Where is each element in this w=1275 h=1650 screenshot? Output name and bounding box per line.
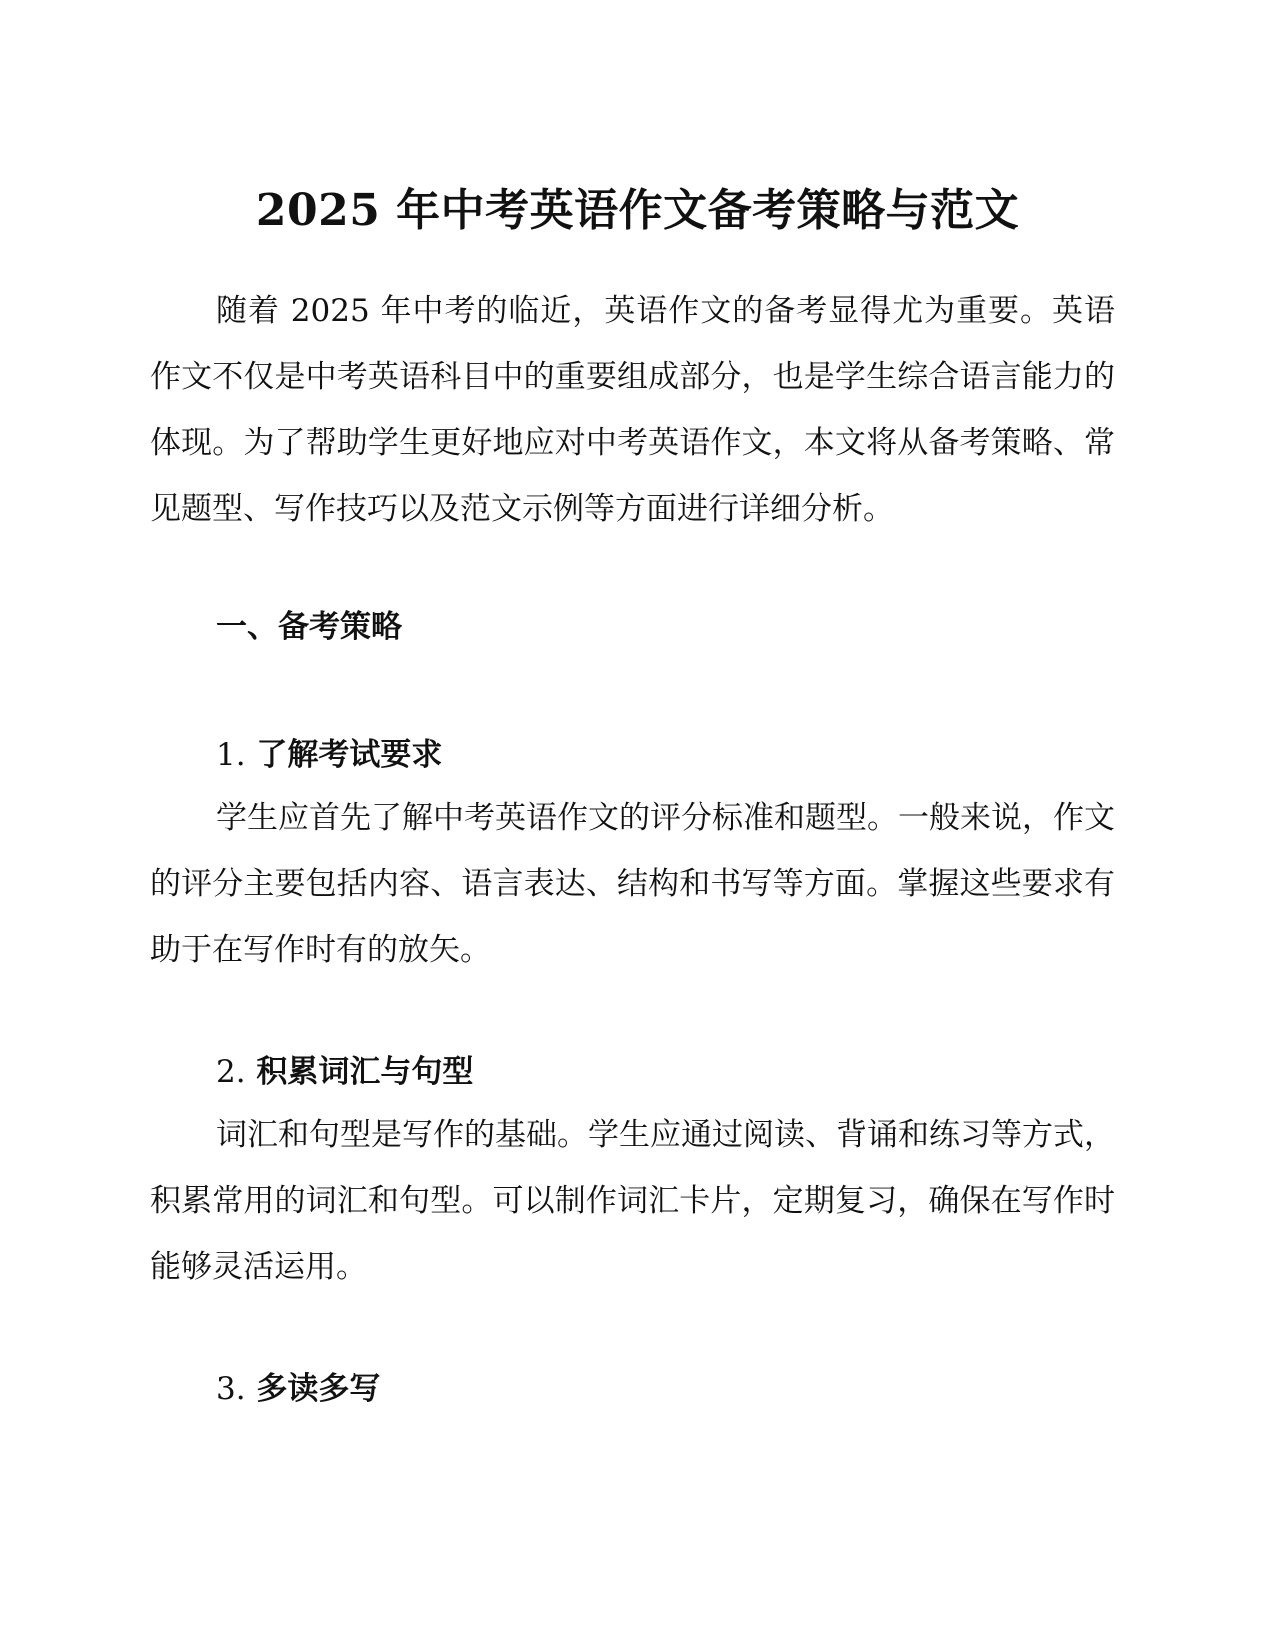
subsection-number: 1. (216, 737, 246, 773)
subsection-title: 了解考试要求 (256, 737, 443, 773)
subsection-heading-1 (216, 730, 442, 780)
intro-paragraph: 随着 2025 年中考的临近，英语作文的备考显得尤为重要。英语作文不仅是中考英语科目中的重要组成部分，也是学生综合语言能力的体现。为了帮助学生更好地应对中考英语作文，本文将从备考策略、常见题型、写作技巧以及范文示例等方面进行详细分析。 (150, 293, 1115, 527)
subsection-heading-2 (216, 1047, 473, 1097)
subsection-number: 3. (216, 1371, 246, 1407)
subsection-number: 2. (216, 1054, 246, 1090)
section-heading: 一、备考策略 (216, 609, 402, 645)
subsection-title: 多读多写 (256, 1371, 381, 1407)
subsection-body-2: 词汇和句型是写作的基础。学生应通过阅读、背诵和练习等方式，积累常用的词汇和句型。可以制作词汇卡片，定期复习，确保在写作时能够灵活运用。 (150, 1117, 1115, 1285)
subsection-body-1: 学生应首先了解中考英语作文的评分标准和题型。一般来说，作文的评分主要包括内容、语言表达、结构和书写等方面。掌握这些要求有助于在写作时有的放矢。 (150, 800, 1115, 968)
document-title: 2025 年中考英语作文备考策略与范文 (255, 185, 1020, 237)
subsection-title: 积累词汇与句型 (256, 1054, 474, 1090)
subsection-heading-3 (216, 1364, 380, 1414)
